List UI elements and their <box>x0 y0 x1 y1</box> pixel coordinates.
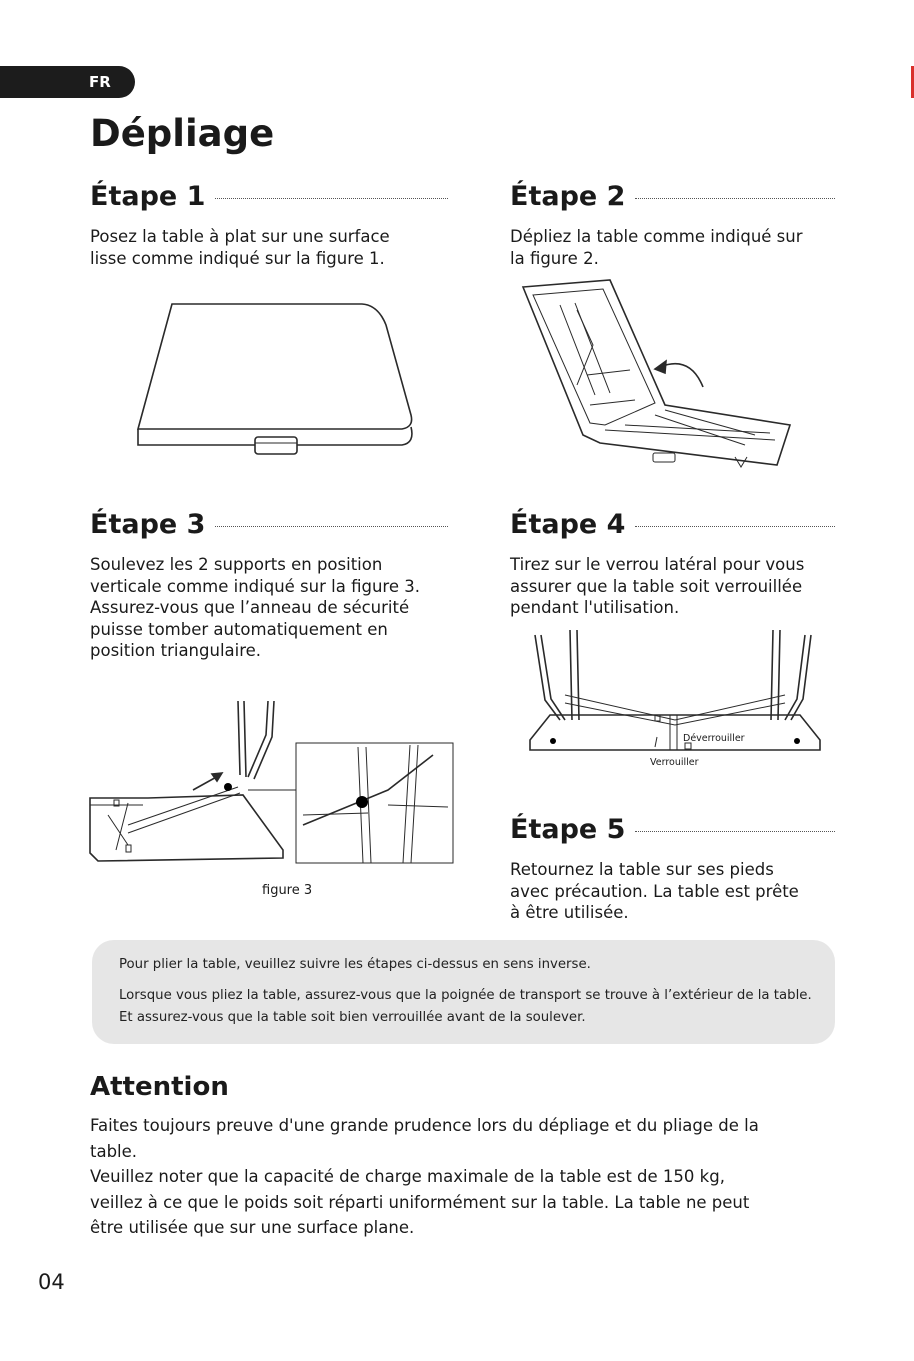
lock-label: Verrouiller <box>650 757 699 768</box>
folding-note <box>92 940 835 1044</box>
attention-text: Faites toujours preuve d'une grande prudence lors du dépliage et du pliage de la table. Veuillez noter que la capacité de charge maximale de la table est de 150 kg, veillez à ce que le poids soit réparti uniformément sur la table. La table ne peut être utilisée que sur une surface plane. <box>90 1116 759 1237</box>
step-3-text: Soulevez les 2 supports en position verticale comme indiqué sur la figure 3. Assurez-vous que l’anneau de sécurité puisse tomber automatiquement en position triangulaire. <box>90 555 420 660</box>
step-2-text: Dépliez la table comme indiqué sur la figure 2. <box>510 227 803 268</box>
figure-3-caption: figure 3 <box>262 883 313 898</box>
figure-2-unfolding-table <box>515 275 805 485</box>
figure-3-legs-raised <box>88 695 458 870</box>
step-1 <box>90 180 448 269</box>
step-4 <box>510 508 835 619</box>
folding-note-line-2: Lorsque vous pliez la table, assurez-vous que la poignée de transport se trouve à l’extérieur de la table. Et assurez-vous que la table soit bien verrouillée avant de la soulever. <box>119 988 812 1025</box>
step-1-dotted-rule <box>215 198 448 199</box>
step-5-header <box>510 813 835 845</box>
step-3 <box>90 508 448 662</box>
step-1-title: Étape 1 <box>90 180 206 212</box>
step-3-title: Étape 3 <box>90 508 206 540</box>
step-4-title: Étape 4 <box>510 508 626 540</box>
step-1-text: Posez la table à plat sur une surface lisse comme indiqué sur la figure 1. <box>90 227 390 268</box>
step-2 <box>510 180 835 269</box>
figure-1-folded-table <box>130 295 420 465</box>
step-5 <box>510 813 835 924</box>
step-3-dotted-rule <box>215 526 448 527</box>
step-5-dotted-rule <box>635 831 835 832</box>
step-4-text: Tirez sur le verrou latéral pour vous assurer que la table soit verrouillée pendant l'utilisation. <box>510 555 805 617</box>
step-4-header <box>510 508 835 540</box>
step-5-title: Étape 5 <box>510 813 626 845</box>
step-1-header <box>90 180 448 212</box>
attention-title: Attention <box>90 1072 229 1102</box>
figure-4-side-lock <box>525 625 825 760</box>
step-3-header <box>90 508 448 540</box>
page-number: 04 <box>38 1270 65 1294</box>
folding-note-line-1: Pour plier la table, veuillez suivre les étapes ci-dessus en sens inverse. <box>119 957 591 972</box>
step-2-title: Étape 2 <box>510 180 626 212</box>
language-tab-label: FR <box>89 73 111 91</box>
unlock-label: Déverrouiller <box>683 733 745 744</box>
step-2-dotted-rule <box>635 198 835 199</box>
step-2-header <box>510 180 835 212</box>
page-title: Dépliage <box>90 112 275 155</box>
step-5-text: Retournez la table sur ses pieds avec précaution. La table est prête à être utilisée. <box>510 860 799 922</box>
step-4-dotted-rule <box>635 526 835 527</box>
language-tab <box>0 66 135 98</box>
